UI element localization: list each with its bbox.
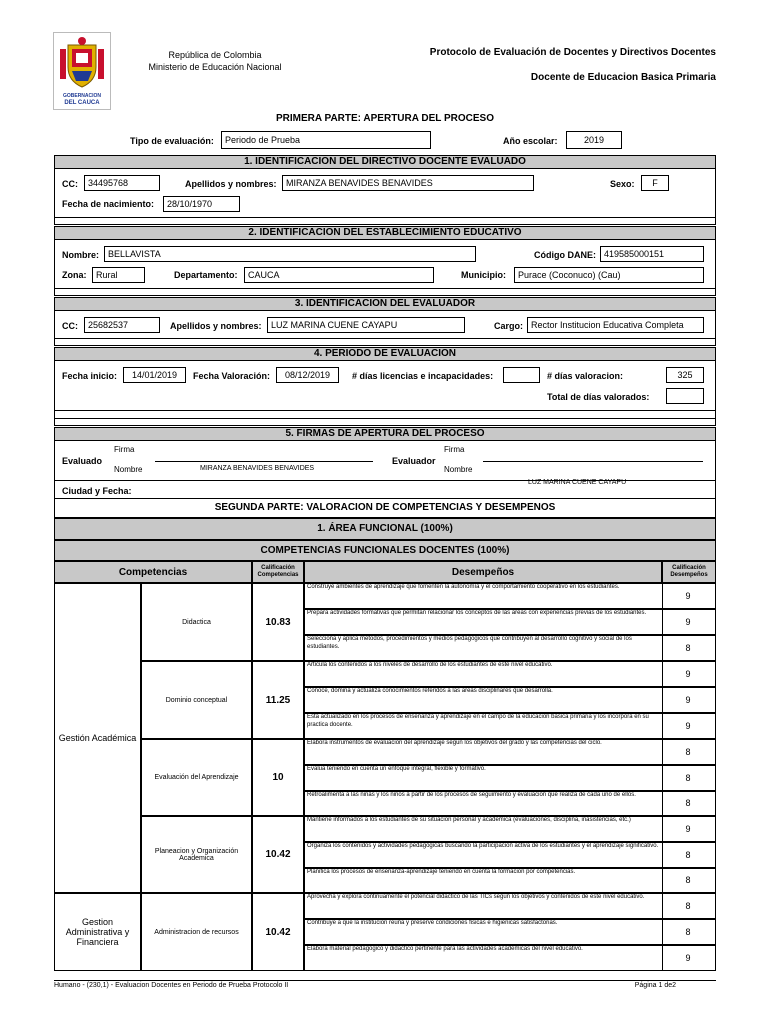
competencia-score-cell	[252, 739, 304, 816]
evaluado-name: MIRANZA BENAVIDES BENAVIDES	[200, 465, 315, 472]
sec4-inicio-field[interactable]: 14/01/2019	[123, 367, 186, 383]
evaluado-firma-label: Firma	[114, 445, 135, 454]
sec3-cargo-field[interactable]: Rector Institucion Educativa Completa	[527, 317, 704, 333]
desempeno-row	[304, 945, 716, 971]
divider	[54, 288, 716, 289]
emblem-logo	[53, 32, 111, 110]
desempeno-score[interactable]: 9	[685, 695, 691, 705]
protocol-title: Protocolo de Evaluación de Docentes y Directivos Docentes	[429, 47, 716, 58]
desempeno-text: Planifica los procesos de ensenanza-aprendizaje teniendo en cuenta la formacion por competencias.	[307, 869, 576, 875]
sec1-sexo-field[interactable]: F	[641, 175, 669, 191]
desempeno-score[interactable]: 8	[685, 850, 691, 860]
anio-label: Año escolar:	[503, 136, 558, 146]
footer-divider	[54, 980, 716, 981]
section3-title: 3. IDENTIFICACION DEL EVALUADOR	[54, 297, 716, 311]
sec4-licencias-label: # días licencias e incapacidades:	[352, 371, 494, 381]
desempeno-text: Mantiene informados a los estudiantes de su situacion personal y academica (evaluaciones, disciplina, inasistencias, etc.)	[307, 817, 631, 823]
emblem-caption-1: GOBERNACION	[62, 93, 102, 99]
desempeno-text: Organiza los contenidos y actividades pedagogicas buscando la participacion activa de los estudiantes y el aprendizaje significativo.	[307, 843, 659, 849]
sec1-cc-field[interactable]: 34495768	[84, 175, 160, 191]
col-calif-desemp-label: Calificación Desempeños	[670, 565, 708, 578]
competencias-funcionales-title: COMPETENCIAS FUNCIONALES DOCENTES (100%)	[54, 540, 716, 561]
competencia-cell	[141, 739, 252, 816]
divider	[54, 217, 716, 218]
competencia-score: 11.25	[265, 694, 291, 706]
competencia-score: 10.83	[265, 616, 291, 628]
sec2-dane-field[interactable]: 419585000151	[600, 246, 704, 262]
sec1-cc-label: CC:	[62, 179, 78, 189]
area-cell	[54, 893, 141, 971]
sec3-apellidos-label: Apellidos y nombres:	[170, 321, 262, 331]
part2-title: SEGUNDA PARTE: VALORACION DE COMPETENCIAS Y DESEMPENOS	[54, 498, 716, 518]
desempeno-text: Aprovecha y explora continuamente el potencial didactico de las TICs segun los objetivos y contenidos de este nivel educativo.	[307, 894, 645, 900]
competencia-cell	[141, 893, 252, 971]
desempeno-text: Articula los contenidos a los niveles de desarrollo de los estudiantes de este nivel educativo.	[307, 662, 553, 668]
evaluador-nombre-label: Nombre	[444, 465, 473, 474]
desempeno-text: Construye ambientes de aprendizaje que fomenten la autonomía y el comportamiento cooperativo en los estudiantes.	[307, 584, 620, 590]
role-title: Docente de Educacion Basica Primaria	[530, 72, 716, 83]
sec1-sexo-label: Sexo:	[610, 179, 635, 189]
desempeno-score[interactable]: 8	[685, 643, 691, 653]
divider	[54, 410, 716, 411]
desempeno-row	[304, 919, 716, 945]
ciudad-fecha-label: Ciudad y Fecha:	[62, 486, 132, 496]
desempeno-row	[304, 661, 716, 687]
coat-of-arms-icon	[54, 35, 110, 91]
desempeno-text: Elabora instrumentos de evaluacion del aprendizaje segun los objetivos del grado y las competencias del ciclo.	[307, 740, 602, 746]
sec1-fecha-label: Fecha de nacimiento:	[62, 199, 155, 209]
section5-frame	[54, 440, 716, 499]
footer-page-number: Página 1 de2	[634, 982, 676, 989]
section1-title: 1. IDENTIFICACION DEL DIRECTIVO DOCENTE EVALUADO	[54, 155, 716, 169]
desempeno-text: Selecciona y aplica metodos, procedimientos y medios pedagogicos que contribuyen al desarrollo cognitivo y social de los estudiantes.	[307, 636, 632, 650]
desempeno-text: Prepara actividades formativas que permitan relacionar los conceptos de las areas con experiencias previas de los estudiantes.	[307, 610, 647, 616]
footer-left-text: Humano - (230,1) - Evaluacion Docentes en Periodo de Prueba Protocolo II	[54, 982, 289, 989]
sec4-total-label: Total de días valorados:	[547, 392, 650, 402]
sec2-depto-field[interactable]: CAUCA	[244, 267, 434, 283]
desempeno-score[interactable]: 9	[685, 824, 691, 834]
part1-title: PRIMERA PARTE: APERTURA DEL PROCESO	[276, 113, 494, 124]
desempeno-score[interactable]: 9	[685, 591, 691, 601]
competencia-score-cell	[252, 583, 304, 661]
col-calif-comp-label: Calificación Competencias	[257, 565, 299, 578]
sec2-zona-label: Zona:	[62, 270, 87, 280]
sec2-muni-label: Municipio:	[461, 270, 506, 280]
desempeno-row	[304, 609, 716, 635]
competencia-cell	[141, 816, 252, 893]
sec2-nombre-label: Nombre:	[62, 250, 100, 260]
sec4-licencias-field[interactable]	[503, 367, 540, 383]
desempeno-row	[304, 868, 716, 893]
area-name: Gestion Administrativa y Financiera	[65, 917, 130, 947]
desempeno-row	[304, 687, 716, 713]
desempeno-score[interactable]: 9	[685, 617, 691, 627]
desempeno-row	[304, 893, 716, 919]
sec3-cc-field[interactable]: 25682537	[84, 317, 160, 333]
section2-title: 2. IDENTIFICACION DEL ESTABLECIMIENTO EDUCATIVO	[54, 226, 716, 240]
evaluador-name: LUZ MARINA CUENE CAYAPU	[528, 479, 627, 486]
desempeno-score[interactable]: 9	[685, 721, 691, 731]
competencia-score: 10.42	[265, 849, 291, 860]
desempeno-text: Esta actualizado en los procesos de ensenanza y aprendizaje en el campo de la educacion basica primaria y los incorpora en su practica docente.	[307, 714, 649, 728]
desempeno-text: Elabora material pedagogico y didactico pertinente para las actividades academicas del nivel educativo.	[307, 946, 583, 952]
competencia-cell	[141, 661, 252, 739]
sec4-inicio-label: Fecha inicio:	[62, 371, 118, 381]
desempeno-score[interactable]: 8	[685, 798, 691, 808]
sec4-dias-val-field[interactable]: 325	[666, 367, 704, 383]
sec1-fecha-field[interactable]: 28/10/1970	[163, 196, 240, 212]
competencia-name: Evaluación del Aprendizaje	[154, 774, 239, 781]
evaluador-label: Evaluador	[392, 456, 436, 466]
competencia-name: Planeacion y Organización Academica	[154, 847, 239, 862]
competencia-score: 10	[272, 772, 284, 783]
sec1-apellidos-field[interactable]: MIRANZA BENAVIDES BENAVIDES	[282, 175, 534, 191]
sec4-valoracion-label: Fecha Valoración:	[193, 371, 271, 381]
evaluado-nombre-label: Nombre	[114, 465, 143, 474]
competencia-cell	[141, 583, 252, 661]
sec4-dias-val-label: # días valoracion:	[547, 371, 624, 381]
desempeno-text: Retroalimenta a las ninas y los ninos a partir de los procesos de seguimiento y evaluacion que realiza de cada uno de ellos.	[307, 792, 636, 798]
sec4-total-field[interactable]	[666, 388, 704, 404]
sec2-nombre-field[interactable]: BELLAVISTA	[104, 246, 476, 262]
col-calif-comp-header	[252, 561, 304, 583]
competencia-score-cell	[252, 661, 304, 739]
desempeno-row	[304, 635, 716, 661]
sec3-cargo-label: Cargo:	[494, 321, 523, 331]
anio-field[interactable]: 2019	[566, 131, 622, 149]
competencia-name: Dominio conceptual	[165, 696, 228, 704]
country-name: República de Colombia	[168, 50, 262, 60]
desempeno-row	[304, 765, 716, 791]
sec2-zona-field[interactable]: Rural	[92, 267, 145, 283]
col-competencias-label: Competencias	[118, 566, 188, 578]
divider	[54, 418, 716, 419]
col-desempenos-header	[304, 561, 662, 583]
sec3-cc-label: CC:	[62, 321, 78, 331]
desempeno-score[interactable]: 9	[685, 669, 691, 679]
desempeno-text: Conoce, domina y actualiza conocimientos referidos a las areas disciplinares que desarrolla.	[307, 688, 553, 694]
desempeno-score[interactable]: 8	[685, 773, 691, 783]
desempeno-row	[304, 713, 716, 739]
emblem-caption-2: DEL CAUCA	[64, 100, 100, 106]
desempeno-text: Evalua teniendo en cuenta un enfoque integral, flexible y formativo.	[307, 766, 486, 772]
competencia-score-cell	[252, 893, 304, 971]
area-funcional-title: 1. ÁREA FUNCIONAL (100%)	[54, 518, 716, 540]
desempeno-score[interactable]: 8	[685, 747, 691, 757]
desempeno-score[interactable]: 9	[685, 953, 691, 963]
col-desempenos-label: Desempeños	[451, 566, 515, 578]
desempeno-score[interactable]: 8	[685, 927, 691, 937]
competencia-score: 10.42	[265, 926, 291, 938]
desempeno-row	[304, 739, 716, 765]
sec2-muni-field[interactable]: Purace (Coconuco) (Cau)	[514, 267, 704, 283]
sec4-valoracion-field[interactable]: 08/12/2019	[276, 367, 339, 383]
desempeno-row	[304, 791, 716, 816]
sec1-apellidos-label: Apellidos y nombres:	[185, 179, 277, 189]
evaluado-label: Evaluado	[62, 456, 103, 466]
desempeno-text: Contribuye a que la institucion reuna y preserve condiciones fisicas e higienicas satisfactorias.	[307, 920, 558, 926]
col-competencias-header	[54, 561, 252, 583]
ministry-name: Ministerio de Educación Nacional	[148, 62, 282, 72]
tipo-label: Tipo de evaluación:	[130, 136, 214, 146]
desempeno-row	[304, 816, 716, 842]
evaluador-signature-line[interactable]	[483, 461, 703, 462]
tipo-field[interactable]: Periodo de Prueba	[221, 131, 431, 149]
area-name: Gestión Académica	[58, 733, 137, 743]
competencia-name: Didactica	[182, 618, 211, 626]
desempeno-row	[304, 842, 716, 868]
competencia-score-cell	[252, 816, 304, 893]
desempeno-score[interactable]: 8	[685, 901, 691, 911]
evaluador-firma-label: Firma	[444, 445, 465, 454]
area-cell	[54, 583, 141, 893]
sec2-depto-label: Departamento:	[174, 270, 238, 280]
competencia-name: Administracion de recursos	[154, 928, 239, 936]
evaluado-signature-line[interactable]	[155, 461, 373, 462]
sec2-dane-label: Código DANE:	[534, 250, 596, 260]
desempeno-score[interactable]: 8	[685, 875, 691, 885]
desempeno-row	[304, 583, 716, 609]
col-calif-desemp-header	[662, 561, 716, 583]
section4-title: 4. PERIODO DE EVALUACION	[54, 347, 716, 361]
sec3-apellidos-field[interactable]: LUZ MARINA CUENE CAYAPU	[267, 317, 465, 333]
section5-title: 5. FIRMAS DE APERTURA DEL PROCESO	[54, 427, 716, 441]
divider	[54, 338, 716, 339]
